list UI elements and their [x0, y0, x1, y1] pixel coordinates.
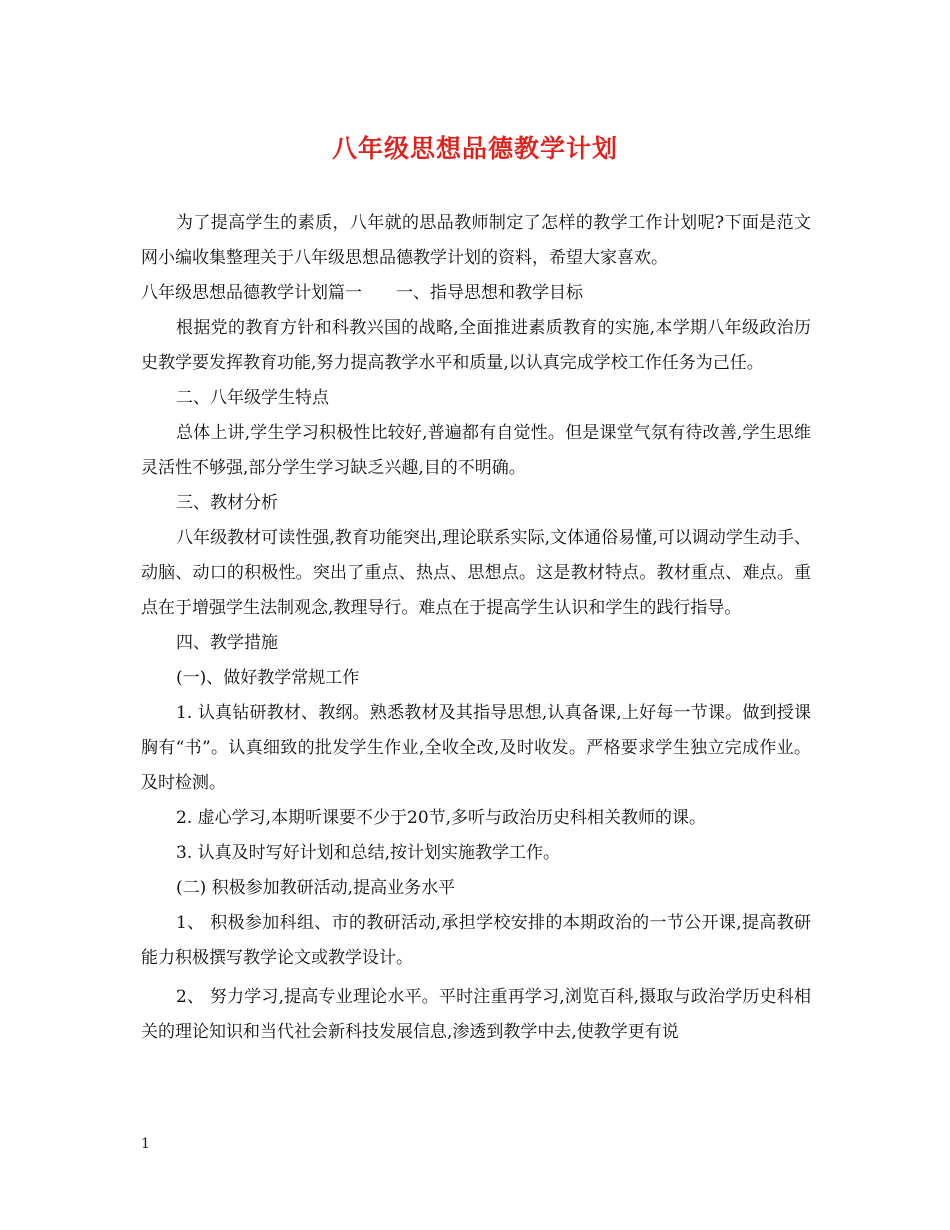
list-item: 1、 积极参加科组、市的教研活动,承担学校安排的本期政治的一节公开课,提高教研能力积极撰写教学论文或教学设计。 [141, 913, 811, 968]
list-item: 1. 认真钻研教材、教纲。熟悉教材及其指导思想,认真备课,上好每一节课。做到授课胸有“书”。认真细致的批发学生作业,全收全改,及时收发。严格要求学生独立完成作业。及时检测。 [141, 703, 811, 793]
paragraph: 八年级思想品德教学计划篇一 一、指导思想和教学目标 [141, 283, 583, 303]
list-item: 3. 认真及时写好计划和总结,按计划实施教学工作。 [176, 843, 561, 863]
page-title: 八年级思想品德教学计划 [331, 134, 618, 163]
paragraph: 八年级教材可读性强,教育功能突出,理论联系实际,文体通俗易懂,可以调动学生动手、动脑、动口的积极性。突出了重点、热点、思想点。这是教材特点。教材重点、难点。重点在于增强学生法制观念,教理导行。难点在于提高学生认识和学生的践行指导。 [141, 528, 811, 618]
document-body [141, 206, 811, 1050]
list-item: 2、 努力学习,提高专业理论水平。平时注重再学习,浏览百科,摄取与政治学历史科相关的理论知识和当代社会新科技发展信息,渗透到教学中去,使教学更有说 [141, 987, 811, 1042]
paragraph: 总体上讲,学生学习积极性比较好,普遍都有自觉性。但是课堂气氛有待改善,学生思维灵活性不够强,部分学生学习缺乏兴趣,目的不明确。 [141, 423, 811, 478]
section-heading: 四、教学措施 [176, 633, 278, 653]
paragraph: 根据党的教育方针和科教兴国的战略,全面推进素质教育的实施,本学期八年级政治历史教学要发挥教育功能,努力提高教学水平和质量,以认真完成学校工作任务为己任。 [141, 318, 811, 373]
list-item: 2. 虚心学习,本期听课要不少于20节,多听与政治历史科相关教师的课。 [176, 808, 707, 828]
subsection-heading: (二) 积极参加教研活动,提高业务水平 [176, 878, 456, 898]
subsection-heading: (一)、做好教学常规工作 [176, 668, 360, 688]
paragraph: 为了提高学生的素质，八年就的思品教师制定了怎样的教学工作计划呢?下面是范文网小编收集整理关于八年级思想品德教学计划的资料，希望大家喜欢。 [141, 213, 811, 268]
section-heading: 二、八年级学生特点 [176, 388, 329, 408]
page-number: 1 [141, 1136, 150, 1152]
section-heading: 三、教材分析 [176, 493, 278, 513]
